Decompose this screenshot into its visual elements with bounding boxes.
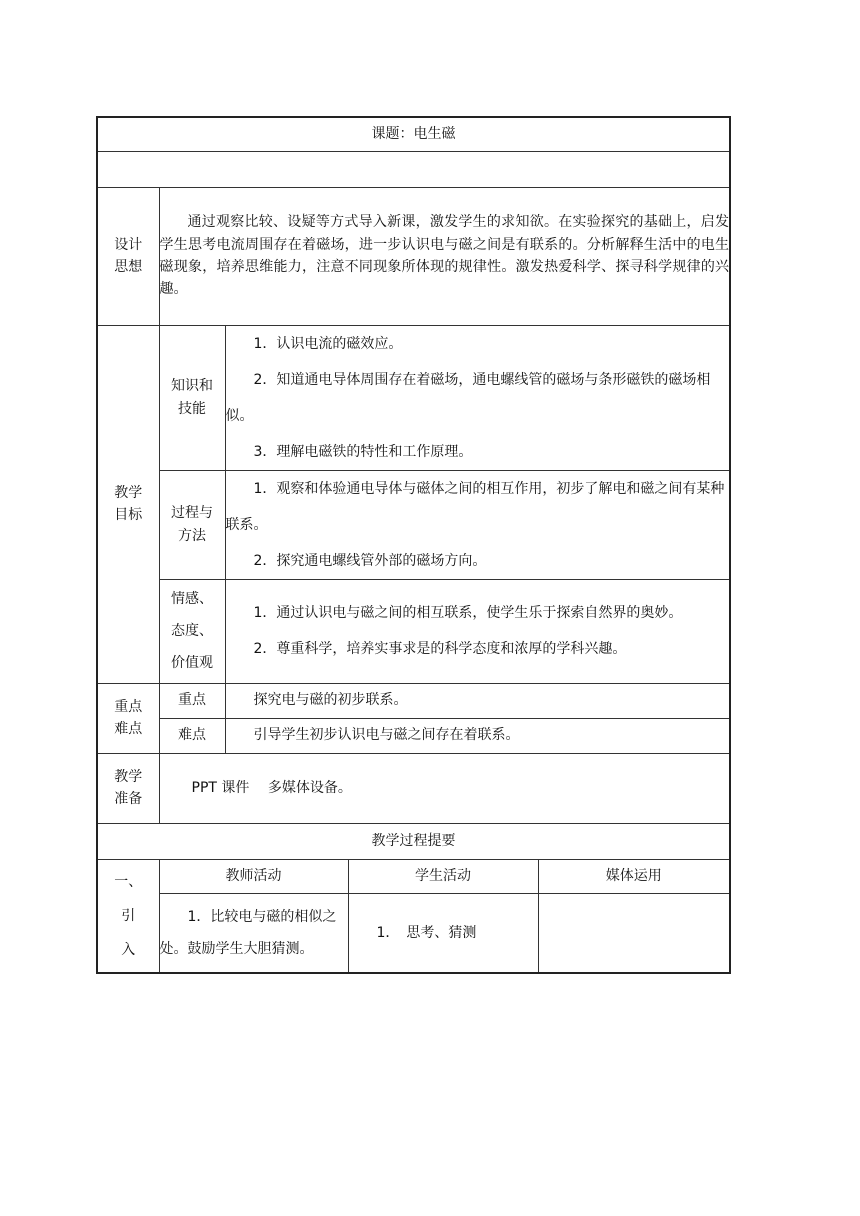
knowledge-items [225, 325, 730, 470]
step1-student: 1． 思考、猜测 [348, 893, 538, 973]
knowledge-item: 1．认识电流的磁效应。 [253, 335, 403, 352]
emotion-label: 情感、 态度、 价值观 [159, 579, 225, 683]
knowledge-item: 2．知道通电导体周围存在着磁场，通电螺线管的磁场与条形磁铁的磁场相似。 [225, 371, 711, 424]
lesson-plan-table [96, 116, 731, 974]
difficulty-text: 引导学生初步认识电与磁之间存在着联系。 [225, 718, 730, 753]
process-title-row [97, 823, 730, 859]
process-item: 2．探究通电螺线管外部的磁场方向。 [253, 552, 487, 569]
emotion-item: 2．尊重科学，培养实事求是的科学态度和浓厚的学科兴趣。 [253, 641, 627, 657]
design-row [97, 187, 730, 325]
key-text: 探究电与磁的初步联系。 [225, 683, 730, 718]
lesson-title: 课题：电生磁 [97, 117, 730, 151]
blank-row [97, 151, 730, 187]
process-items [225, 470, 730, 579]
prep-row [97, 753, 730, 823]
media-column-header: 媒体运用 [538, 859, 730, 893]
process-label: 过程与 方法 [159, 470, 225, 579]
goal-emotion-row [97, 579, 730, 683]
difficulty-row [97, 718, 730, 753]
key-row [97, 683, 730, 718]
design-label: 设计 思想 [97, 187, 159, 325]
knowledge-item: 3．理解电磁铁的特性和工作原理。 [253, 443, 473, 460]
prep-label: 教学 准备 [97, 753, 159, 823]
title-row [97, 117, 730, 151]
step1-row [97, 893, 730, 973]
difficulty-label: 难点 [159, 718, 225, 753]
teacher-column-header: 教师活动 [159, 859, 348, 893]
prep-text: PPT 课件 多媒体设备。 [159, 753, 730, 823]
process-item: 1．观察和体验通电导体与磁体之间的相互作用，初步了解电和磁之间有某种联系。 [225, 480, 725, 533]
goal-process-row [97, 470, 730, 579]
step1-label: 一、 引 入 [97, 859, 159, 973]
goal-knowledge-row [97, 325, 730, 470]
columns-row [97, 859, 730, 893]
blank-cell [97, 151, 730, 187]
student-column-header: 学生活动 [348, 859, 538, 893]
knowledge-label: 知识和 技能 [159, 325, 225, 470]
step1-teacher: 1．比较电与磁的相似之处。鼓励学生大胆猜测。 [159, 893, 348, 973]
key-label: 重点 [159, 683, 225, 718]
emotion-item: 1．通过认识电与磁之间的相互联系，使学生乐于探索自然界的奥妙。 [253, 605, 683, 621]
keypoints-label: 重点 难点 [97, 683, 159, 753]
process-title: 教学过程提要 [97, 823, 730, 859]
step1-media [538, 893, 730, 973]
emotion-items [225, 579, 730, 683]
design-text: 通过观察比较、设疑等方式导入新课，激发学生的求知欲。在实验探究的基础上，启发学生思考电流周围存在着磁场，进一步认识电与磁之间是有联系的。分析解释生活中的电生磁现象，培养思维能力，注意不同现象所体现的规律性。激发热爱科学、探寻科学规律的兴趣。 [159, 187, 730, 325]
goals-label: 教学 目标 [97, 325, 159, 683]
